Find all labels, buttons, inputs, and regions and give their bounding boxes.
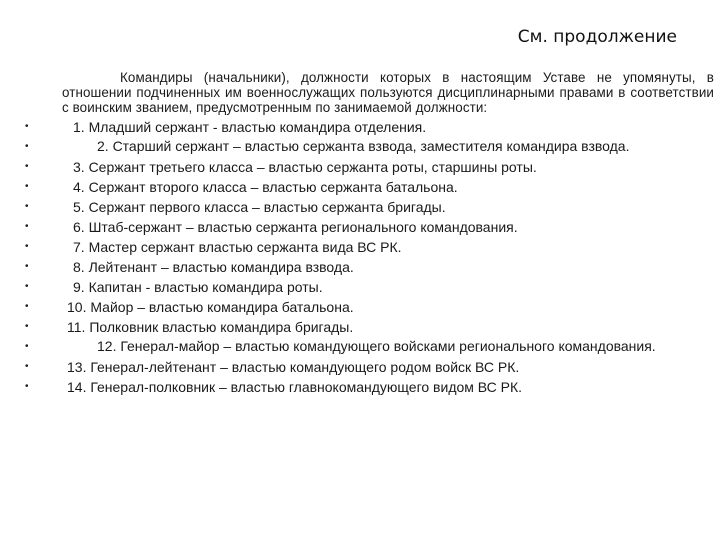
bullet-icon: • bbox=[25, 181, 29, 192]
list-item-text: 4. Сержант второго класса – властью сержанта батальона. bbox=[73, 179, 458, 195]
bullet-icon: • bbox=[25, 161, 29, 172]
bullet-icon: • bbox=[25, 141, 29, 152]
list-item-text: 14. Генерал-полковник – властью главнокомандующего видом ВС РК. bbox=[67, 379, 523, 395]
bullet-icon: • bbox=[25, 221, 29, 232]
bullet-icon: • bbox=[25, 301, 29, 312]
bullet-icon: • bbox=[25, 321, 29, 332]
list-item bbox=[25, 337, 714, 357]
list-item bbox=[25, 117, 714, 137]
list-item bbox=[25, 377, 714, 397]
list-item bbox=[25, 357, 714, 377]
list-item-text: 9. Капитан - властью командира роты. bbox=[73, 279, 323, 295]
continuation-heading: См. продолжение bbox=[517, 27, 677, 47]
list-item bbox=[25, 277, 714, 297]
bullet-icon: • bbox=[25, 201, 29, 212]
intro-paragraph: Командиры (начальники), должности которых в настоящим Уставе не упомянуты, в отношении подчиненных им военнослужащих пользуются дисциплинарными правами в соответствии с воинским званием, предусмотренным по занимаемой должности: bbox=[62, 70, 714, 115]
list-item-text: 1. Младший сержант - властью командира отделения. bbox=[73, 119, 427, 135]
list-item-text: 2. Старший сержант – властью сержанта взвода, заместителя командира взвода. bbox=[97, 138, 630, 154]
list-item bbox=[25, 237, 714, 257]
bullet-icon: • bbox=[25, 361, 29, 372]
list-item-text: 6. Штаб-сержант – властью сержанта регионального командования. bbox=[73, 219, 518, 235]
list-item-text: 12. Генерал-майор – властью командующего войсками регионального командования. bbox=[97, 338, 656, 354]
list-item bbox=[25, 297, 714, 317]
list-item-text: 11. Полковник властью командира бригады. bbox=[67, 319, 354, 335]
list-item bbox=[25, 137, 714, 157]
list-item bbox=[25, 317, 714, 337]
list-item-text: 13. Генерал-лейтенант – властью командующего родом войск ВС РК. bbox=[67, 359, 520, 375]
list-item bbox=[25, 197, 714, 217]
bullet-icon: • bbox=[25, 121, 29, 132]
slide-content bbox=[25, 70, 714, 397]
bullet-icon: • bbox=[25, 241, 29, 252]
list-item-text: 8. Лейтенант – властью командира взвода. bbox=[73, 259, 354, 275]
bullet-icon: • bbox=[25, 381, 29, 392]
list-item bbox=[25, 177, 714, 197]
bullet-icon: • bbox=[25, 261, 29, 272]
list-item bbox=[25, 157, 714, 177]
list-item-text: 7. Мастер сержант властью сержанта вида ВС РК. bbox=[73, 239, 402, 255]
list-item-text: 10. Майор – властью командира батальона. bbox=[67, 299, 354, 315]
bullet-icon: • bbox=[25, 281, 29, 292]
bullet-icon: • bbox=[25, 341, 29, 352]
list-item-text: 3. Сержант третьего класса – властью сержанта роты, старшины роты. bbox=[73, 159, 537, 175]
list-item bbox=[25, 257, 714, 277]
rank-authority-list bbox=[25, 117, 714, 397]
list-item-text: 5. Сержант первого класса – властью сержанта бригады. bbox=[73, 199, 446, 215]
list-item bbox=[25, 217, 714, 237]
